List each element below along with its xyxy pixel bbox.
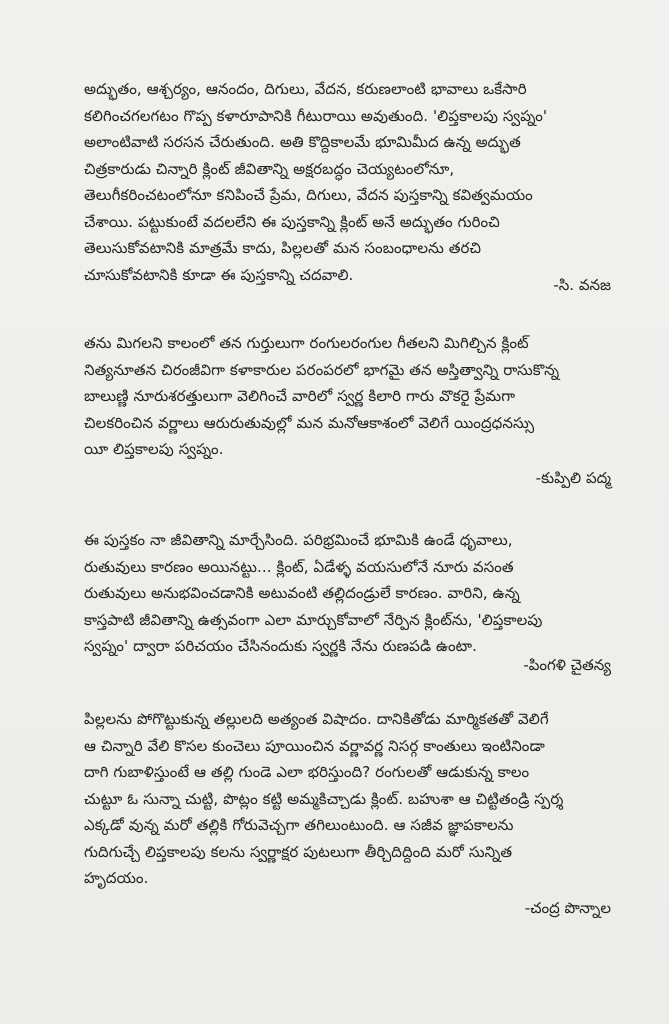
text-line: రుతువులు అనుభవించడానికి అటువంటి తల్లిదండ్రులే కారణం. వారిని, ఉన్న: [84, 584, 520, 602]
text-line: ఎక్కడో వున్న మరో తల్లికి గోరువెచ్చగా తగిలుంటుంది. ఆ సజీవ జ్ఞాపకాలను: [84, 816, 514, 834]
text-line: గుదిగుచ్చే లిప్తకాలపు కలను స్వర్ణాక్షర పుటలుగా తీర్చిదిద్దింది మరో సున్నిత: [84, 842, 513, 861]
review-passage-2: [84, 330, 612, 463]
passage-text: [84, 527, 612, 660]
text-line: తెలుసుకోవటానికి మాత్రమే కాదు, పిల్లలతో మన సంబంధాలను తరచి: [84, 239, 482, 257]
text-line: తను మిగలని కాలంలో తన గుర్తులుగా రంగులరంగుల గీతలని మిగిల్చిన క్లింట్: [84, 334, 529, 352]
text-line: యీ లిప్తకాలపు స్వప్నం.: [84, 440, 224, 458]
text-line: ఈ పుస్తకం నా జీవితాన్ని మార్చేసింది. పరిభ్రమించే భూమికి ఉండే ధృవాలు,: [84, 531, 513, 549]
text-line: హృదయం.: [84, 869, 149, 887]
text-line: చేశాయి. పట్టుకుంటే వదలలేని ఈ పుస్తకాన్ని క్లింట్ అనే అద్భుతం గురించి: [84, 212, 500, 231]
reviewer-signature: -కుప్పిలి పద్మ: [535, 469, 611, 487]
text-line: రుతువులు కారణం అయినట్టు... క్లింట్, ఏడేళ్ళ వయసులోనే నూరు వసంత: [84, 557, 514, 576]
text-line: చిత్రకారుడు చిన్నారి క్లింట్ జీవితాన్ని అక్షరబద్ధం చెయ్యటంలోనూ,: [84, 159, 455, 178]
text-line: పిల్లలను పోగొట్టుకున్న తల్లులది అత్యంత విషాదం. దానికితోడు మార్మికతతో వెలిగే: [84, 710, 549, 728]
reviewer-signature: -చంద్ర పొన్నాల: [524, 899, 611, 917]
text-line: నిత్యనూతన చిరంజీవిగా కళాకారుల పరంపరలో భాగమై తన అస్తిత్వాన్ని రాసుకొన్న: [84, 360, 560, 379]
text-line: ఆ చిన్నారి వేలి కొసల కుంచెలు పూయించిన వర్ణావర్ణ నిసర్గ కాంతులు ఇంటినిండా: [84, 736, 545, 755]
text-line: దాగి గుబాళిస్తుంటే ఆ తల్లి గుండె ఎలా భరిస్తుంది? రంగులతో ఆడుకున్న కాలం: [84, 763, 530, 781]
passage-text: [84, 706, 612, 892]
text-line: బాలుణ్ణి నూరుశరత్తులుగా వెలిగించే వారిలో స్వర్ణ కిలారి గారు వొకరై ప్రేమగా: [84, 387, 516, 405]
text-line: అలాంటివాటి సరసన చేరుతుంది. అతి కొద్దికాలమే భూమిమీద ఉన్న అద్భుత: [84, 133, 521, 151]
text-line: స్వప్నం' ద్వారా పరిచయం చేసినందుకు స్వర్ణకి నేను రుణపడి ఉంటా.: [84, 637, 478, 655]
reviewer-signature: -పింగళి చైతన్య: [523, 656, 611, 674]
reviewer-signature: -సి. వనజ: [553, 276, 611, 294]
text-line: కలిగించగలగటం గొప్ప కళారూపానికి గీటురాయి అవుతుంది. 'లిప్తకాలపు స్వప్నం': [84, 106, 548, 125]
review-passage-4: [84, 706, 612, 892]
review-passage-1: [84, 76, 612, 288]
passage-text: [84, 76, 612, 288]
text-line: చూసుకోవటానికి కూడా ఈ పుస్తకాన్ని చదవాలి.: [84, 265, 354, 284]
text-line: చిలకరించిన వర్ణాలు ఆరురుతువుల్లో మన మనోఆకాశంలో వెలిగే యింద్రధనస్సు: [84, 413, 535, 432]
passage-text: [84, 330, 612, 463]
text-line: అద్భుతం, ఆశ్చర్యం, ఆనందం, దిగులు, వేదన, కరుణలాంటి భావాలు ఒకేసారి: [84, 80, 527, 98]
text-line: తెలుగీకరించటంలోనూ కనిపించే ప్రేమ, దిగులు, వేదన పుస్తకాన్ని కవిత్వమయం: [84, 186, 533, 204]
review-passage-3: [84, 527, 612, 660]
text-line: చుట్టూ ఓ సున్నా చుట్టి, పొట్లం కట్టి అమ్మకిచ్చాడు క్లింట్. బహుశా ఆ చిట్టితండ్రి స్పర్శ: [84, 789, 564, 808]
text-line: కాస్తపాటి జీవితాన్ని ఉత్సవంగా ఎలా మార్చుకోవాలో నేర్పిన క్లింట్‌ను, 'లిప్తకాలపు: [84, 610, 543, 629]
